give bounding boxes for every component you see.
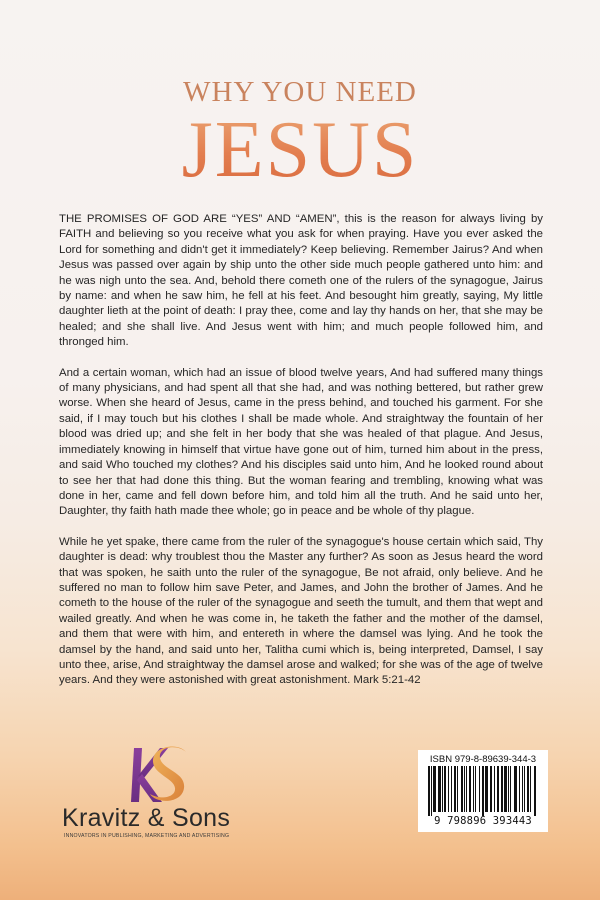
- barcode-bar: [519, 766, 520, 812]
- paragraph-2: And a certain woman, which had an issue of blood twelve years, And had suffered many things of many physicians, and had spent all that she had, and was nothing bettered, but rather grew worse. When she heard of Jesus, came in the press behind, and touched his garment. For she said, if I may touch but his clothes I shall be made whole. And straightway the fountain of her blood was dried up; and she felt in her body that she was healed of that plague. And Jesus, immediately knowing in himself that virtue have gone out of him, turned him about in the press, and said Who touched my clothes? And his disciples said unto him, And he looked round about to see her that had done this thing. But the woman fearing and trembling, knowing what was done in her, came and fell down before him, and told him all the truth. And he said unto her, Daughter, thy faith hath made thee whole; go in peace and be whole of thy plague.: [59, 366, 543, 518]
- publisher-tagline: INNOVATORS IN PUBLISHING, MARKETING AND ADVERTISING: [64, 833, 230, 839]
- barcode-bar: [469, 766, 471, 812]
- barcode-bar: [524, 766, 525, 812]
- barcode-bar: [501, 766, 503, 812]
- publisher-name: Kravitz & Sons: [62, 804, 231, 832]
- barcode-bar: [534, 766, 536, 816]
- barcode-bar: [454, 766, 456, 812]
- barcode-bar: [490, 766, 492, 812]
- barcode-bar: [527, 766, 529, 812]
- barcode-bar: [444, 766, 446, 812]
- barcode-bars: [426, 766, 540, 816]
- barcode-bar: [530, 766, 531, 812]
- back-cover-text: [59, 212, 543, 704]
- paragraph-1: THE PROMISES OF GOD ARE “YES” AND “AMEN”, this is the reason for always living by FAITH and believing so you receive what you ask for when praying. Have you ever asked the Lord for something and didn't get it immediately? Keep believing. Remember Jairus? And when Jesus was passed over again by ship unto the other side much people gathered unto him: and he was nigh unto the sea. And, behold there cometh one of the rulers of the synagogue, Jairus by name: and when he saw him, he fell at his feet. And besought him greatly, saying, My little daughter lieth at the point of death: I pray thee, come and lay thy hands on her, that she may be healed; and she shall live. And Jesus went with him; and much people followed him, and thronged him.: [59, 213, 543, 349]
- barcode-bar: [448, 766, 449, 812]
- isbn-label: ISBN 979-8-89639-344-3: [429, 754, 537, 765]
- barcode-bar: [504, 766, 507, 812]
- barcode-bar: [461, 766, 463, 812]
- barcode-bar: [494, 766, 495, 812]
- barcode-bar: [485, 766, 488, 812]
- title-line-2: JESUS: [0, 110, 600, 190]
- barcode-bar: [522, 766, 523, 812]
- barcode-bar: [510, 766, 511, 812]
- title-block: [0, 76, 600, 194]
- paragraph-3: While he yet spake, there came from the ruler of the synagogue's house certain which said, Thy daughter is dead: why troublest thou the Master any further? As soon as Jesus heard the word that was spoken, he saith unto the ruler of the synagogue, Be not afraid, only believe. And he suffered no man to follow him save Peter, and James, and John the brother of James. And he cometh to the house of the ruler of the synagogue and seeth the tumult, and them that wept and wailed greatly. And when he was come in, he taketh the father and the mother of the damsel, and them that were with him, and entereth in where the damsel was lying. And he took the damsel by the hand, and said unto her, Talitha cumi which is, being interpreted, Damsel, I say unto thee, arise, And straightway the damsel arose and walked; for she was of the age of twelve years. And they were astonished with great astonishment. Mark 5:21-42: [59, 535, 543, 687]
- ks-logo-mark: [120, 742, 194, 808]
- publisher-logo: [62, 742, 262, 842]
- title-line-1: WHY YOU NEED: [183, 76, 417, 108]
- barcode-bar: [464, 766, 465, 812]
- barcode-bar: [428, 766, 430, 816]
- barcode-bar: [473, 766, 474, 812]
- barcode-bar: [479, 766, 480, 812]
- barcode-bar: [514, 766, 517, 812]
- barcode-bar: [482, 766, 484, 816]
- isbn-barcode: [418, 750, 548, 832]
- barcode-bar: [433, 766, 436, 812]
- barcode-bar: [442, 766, 443, 812]
- barcode-bar: [451, 766, 452, 812]
- barcode-bar: [438, 766, 441, 812]
- barcode-bar: [508, 766, 509, 812]
- barcode-bar: [431, 766, 432, 816]
- barcode-bar: [466, 766, 467, 812]
- barcode-bar: [475, 766, 476, 812]
- barcode-bar: [457, 766, 458, 812]
- barcode-digits: 9 798896 393443: [434, 815, 532, 827]
- barcode-bar: [497, 766, 499, 812]
